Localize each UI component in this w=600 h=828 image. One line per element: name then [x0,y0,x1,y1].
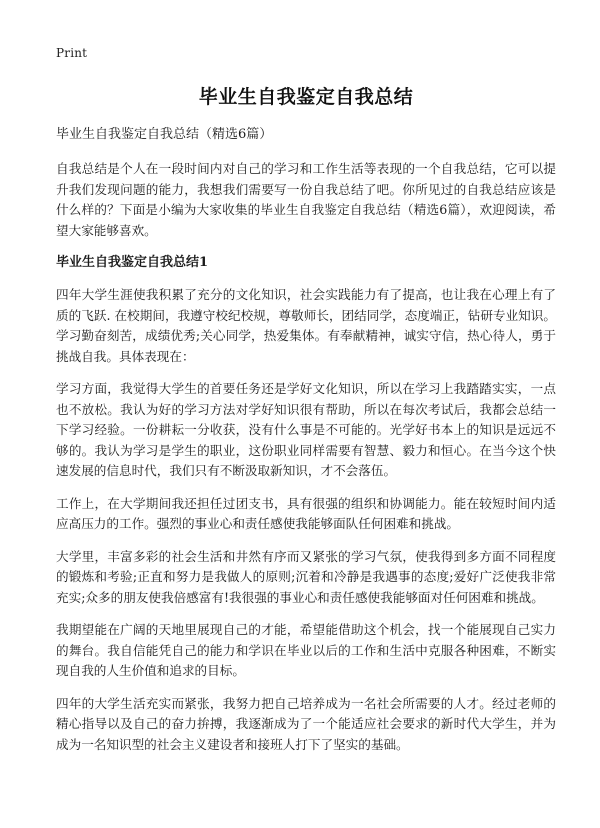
intro-paragraph: 自我总结是个人在一段时间内对自己的学习和工作生活等表现的一个自我总结，它可以提升我们发现问题的能力，我想我们需要写一份自我总结了吧。你所见过的自我总结应该是什么样的？下面是小编为大家收集的毕业生自我鉴定自我总结（精选6篇），欢迎阅读，希望大家能够喜欢。 [56,161,556,238]
body-paragraph: 工作上，在大学期间我还担任过团支书，具有很强的组织和协调能力。能在较短时间内适应高压力的工作。强烈的事业心和责任感使我能够面队任何困难和挑战。 [56,495,556,531]
body-paragraph: 我期望能在广阔的天地里展现自己的才能，希望能借助这个机会，找一个能展现自己实力的舞台。我自信能凭自己的能力和学识在毕业以后的工作和生活中克服各种困难，不断实现自我的人生价值和追求的目标。 [56,622,556,678]
print-label: Print [56,46,88,60]
page-title: 毕业生自我鉴定自我总结 [198,86,414,108]
section-heading: 毕业生自我鉴定自我总结1 [56,255,209,270]
body-paragraph: 四年大学生涯使我积累了充分的文化知识，社会实践能力有了提高，也让我在心理上有了质的飞跃. 在校期间，我遵守校纪校规，尊敬师长，团结同学，态度端正，钻研专业知识。学习勤奋刻苦，成绩优秀;关心同学，热爱集体。有奉献精神，诚实守信，热心待人，勇于挑战自我。具体表现在： [56,287,556,364]
body-paragraph: 学习方面，我觉得大学生的首要任务还是学好文化知识，所以在学习上我踏踏实实，一点也不放松。我认为好的学习方法对学好知识很有帮助，所以在每次考试后，我都会总结一下学习经验。一份耕耘一分收获，没有什么事是不可能的。光学好书本上的知识是远远不够的。我认为学习是学生的职业，这份职业同样需要有智慧、毅力和恒心。在当今这个快速发展的信息时代，我们只有不断汲取新知识，才不会落伍。 [56,381,556,478]
document-subtitle: 毕业生自我鉴定自我总结（精选6篇） [56,127,273,142]
body-paragraph: 大学里，丰富多彩的社会生活和井然有序而又紧张的学习气氛，使我得到多方面不同程度的锻炼和考验;正直和努力是我做人的原则;沉着和冷静是我遇事的态度;爱好广泛使我非常充实;众多的朋友使我倍感富有!我很强的事业心和责任感使我能够面对任何困难和挑战。 [56,548,556,605]
document-page [56,46,556,767]
body-paragraph: 四年的大学生活充实而紧张，我努力把自己培养成为一名社会所需要的人才。经过老师的精心指导以及自己的奋力拚搏，我逐渐成为了一个能适应社会要求的新时代大学生，并为成为一名知识型的社会主义建设者和接班人打下了坚实的基础。 [56,695,556,752]
